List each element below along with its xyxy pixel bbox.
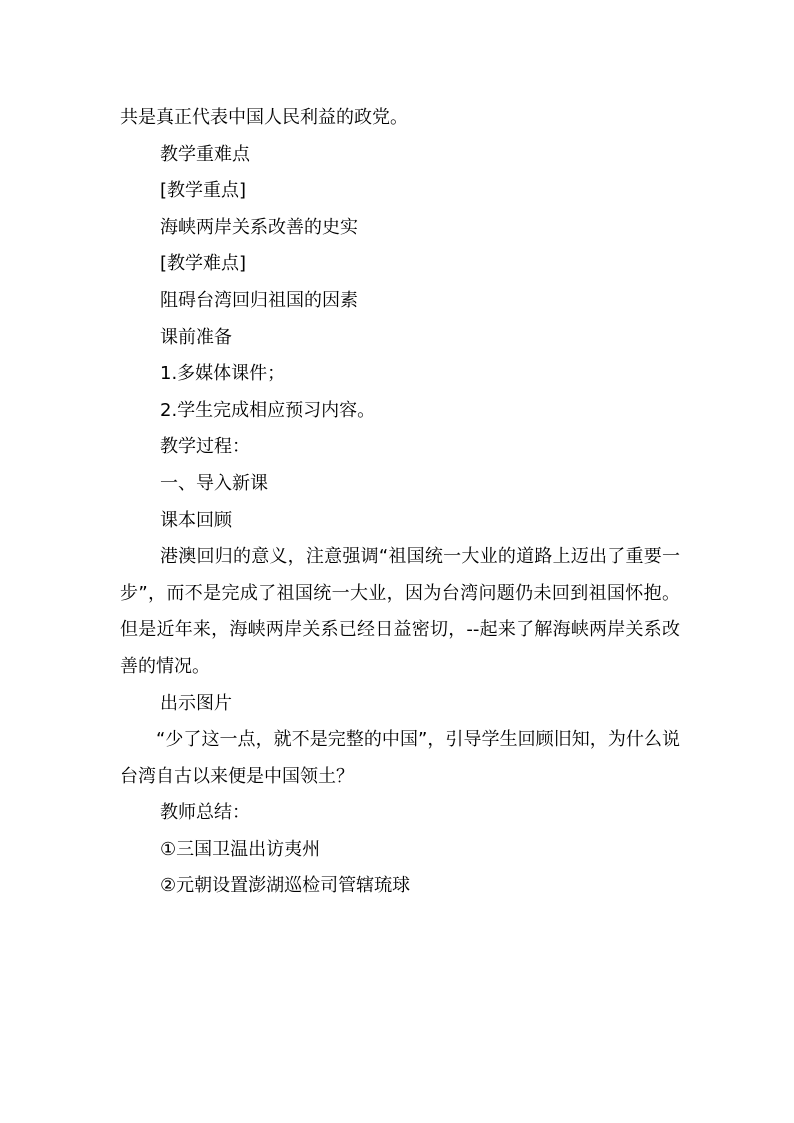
heading-preparation: 课前准备 [160,326,232,348]
list-item-summary-2: ②元朝设置澎湖巡检司管辖琉球 [160,875,411,897]
text-key-point: 海峡两岸关系改善的史实 [160,216,358,238]
paragraph-review: 港澳回归的意义，注意强调“祖国统一大业的道路上迈出了重要一步”，而不是完成了祖国统一大业，因为台湾问题仍未回到祖国怀抱。但是近年来，海峡两岸关系已经日益密切，--起来了解海峡两岸关系改善的情况。 [120,546,680,677]
heading-key-difficult-points: 教学重难点 [160,143,250,165]
list-item-preparation-1: 1.多媒体课件； [160,363,286,385]
heading-textbook-review: 课本回顾 [160,509,232,531]
heading-teaching-process: 教学过程： [160,436,250,458]
subheading-difficult-points: [教学难点] [160,253,247,275]
paragraph-question: “少了这一点，就不是完整的中国”，引导学生回顾旧知，为什么说台湾自古以来便是中国领土？ [120,729,680,787]
document-body [120,100,680,905]
list-item-preparation-2: 2.学生完成相应预习内容。 [160,399,376,421]
heading-introduction: 一、导入新课 [160,472,268,494]
list-item-summary-1: ①三国卫温出访夷州 [160,838,321,860]
text-difficult-point: 阻碍台湾回归祖国的因素 [160,289,358,311]
subheading-key-points: [教学重点] [160,180,247,202]
text-line-continuation: 共是真正代表中国人民利益的政党。 [120,107,408,128]
heading-teacher-summary: 教师总结： [160,802,250,824]
text-show-picture: 出示图片 [160,692,232,714]
